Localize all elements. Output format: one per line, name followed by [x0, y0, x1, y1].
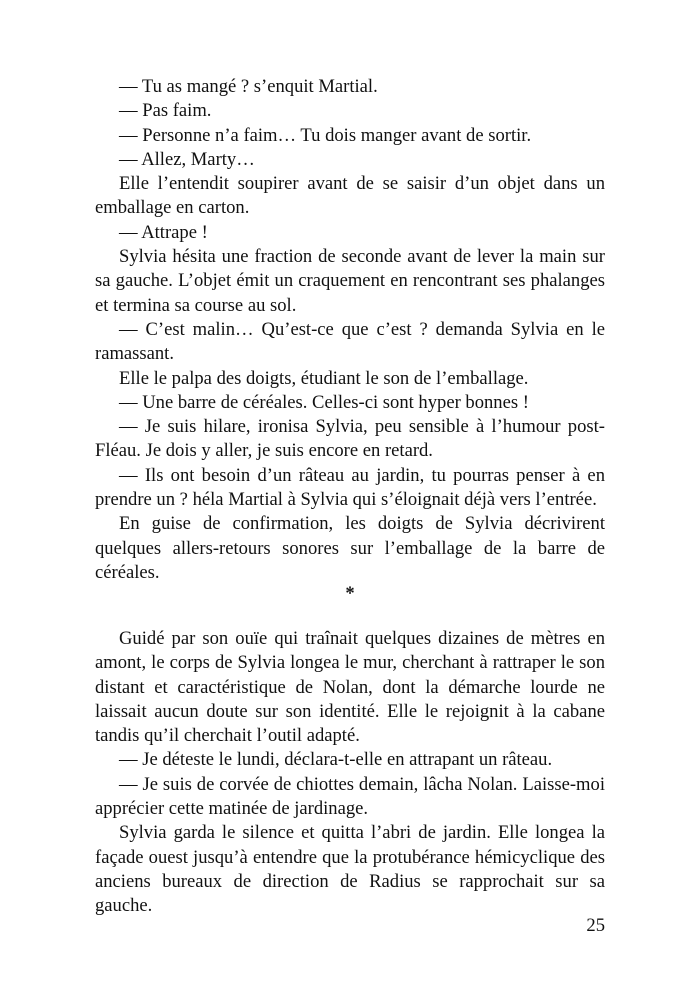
paragraph: — Une barre de céréales. Celles-ci sont hyper bonnes !	[119, 391, 529, 413]
paragraph: Sylvia hésita une fraction de seconde avant de lever la main sur sa gauche. L’objet émit un craquement en rencontrant ses phalanges et termina sa course au sol.	[95, 246, 605, 316]
paragraph: En guise de confirmation, les doigts de Sylvia décrivirent quelques allers-retours sonores sur l’emballage de la barre de céréales.	[95, 513, 605, 583]
page-number: 25	[586, 915, 605, 936]
paragraph: — Allez, Marty…	[119, 148, 255, 170]
paragraph: — Je suis hilare, ironisa Sylvia, peu sensible à l’humour post-Fléau. Je dois y aller, je suis encore en retard.	[95, 416, 605, 462]
paragraph: — Tu as mangé ? s’enquit Martial.	[119, 76, 378, 97]
paragraph: — Pas faim.	[119, 100, 212, 122]
paragraph: — Personne n’a faim… Tu dois manger avant de sortir.	[119, 124, 532, 146]
paragraph: Sylvia garda le silence et quitta l’abri de jardin. Elle longea la façade ouest jusqu’à entendre que la protubérance hémicyclique des anciens bureaux de direction de Radius se rapprochait sur sa gauche.	[95, 822, 605, 917]
paragraph: — C’est malin… Qu’est-ce que c’est ? demanda Sylvia en le ramassant.	[95, 318, 605, 365]
text-section-1	[95, 75, 605, 585]
section-separator: *	[345, 583, 355, 604]
paragraph: — Je déteste le lundi, déclara-t-elle en attrapant un râteau.	[119, 749, 553, 771]
paragraph: — Je suis de corvée de chiottes demain, lâcha Nolan. Laisse-moi apprécier cette matinée de jardinage.	[95, 773, 605, 820]
paragraph: — Ils ont besoin d’un râteau au jardin, tu pourras penser à en prendre un ? héla Martial à Sylvia qui s’éloignait déjà vers l’entrée.	[95, 464, 605, 511]
paragraph: Elle l’entendit soupirer avant de se saisir d’un objet dans un emballage en carton.	[95, 173, 605, 219]
paragraph: — Attrape !	[119, 221, 208, 243]
paragraph: Guidé par son ouïe qui traînait quelques dizaines de mètres en amont, le corps de Sylvia longea le mur, cherchant à rattraper le son distant et caractéristique de Nolan, dont la démarche lourde ne laissait aucun doute sur son identité. Elle le rejoignit à la cabane tandis qu’il cherchait l’outil adapté.	[95, 628, 605, 747]
paragraph: Elle le palpa des doigts, étudiant le son de l’emballage.	[119, 367, 529, 389]
text-section-2	[95, 627, 605, 919]
